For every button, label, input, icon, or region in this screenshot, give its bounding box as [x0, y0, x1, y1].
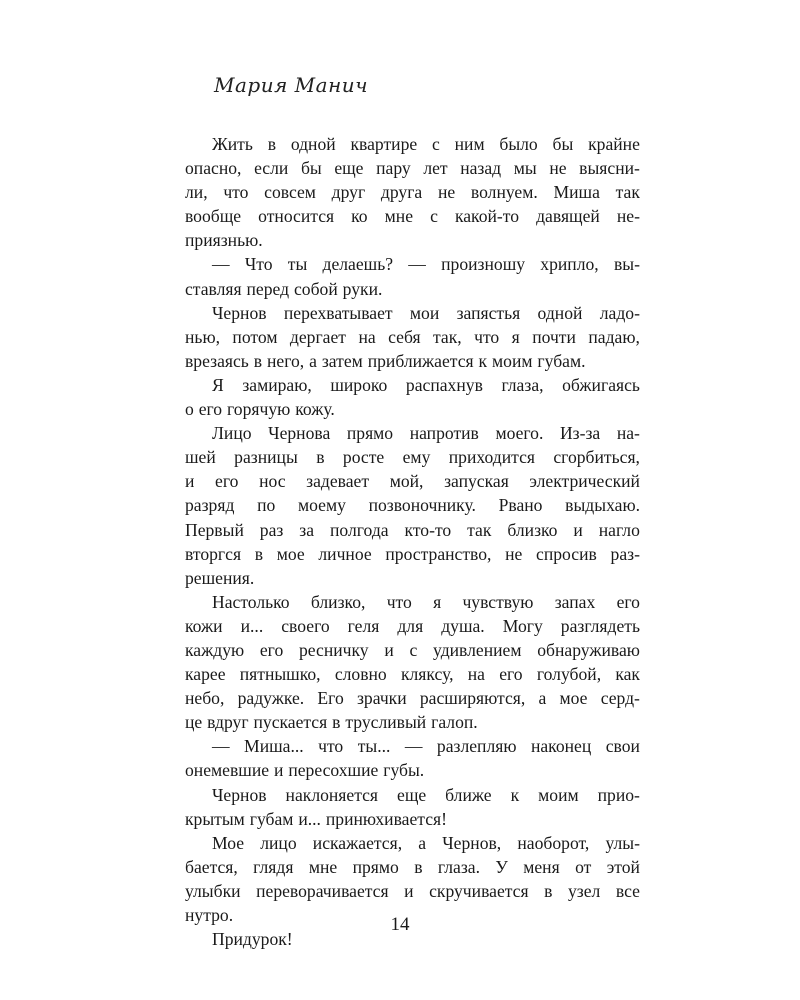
text-line: и его нос задевает мой, запуская электрический — [185, 471, 640, 492]
text-line: решения. — [185, 567, 255, 588]
page-number: 14 — [390, 914, 410, 935]
text-line: Чернов перехватывает мои запястья одной ладо- — [212, 302, 640, 323]
text-line: каждую его ресничку и с удивлением обнаруживаю — [185, 639, 640, 660]
text-line: нутро. — [185, 905, 234, 925]
text-line: Настолько близко, что я чувствую запах его — [212, 591, 640, 612]
text-line: бается, глядя мне прямо в глаза. У меня от этой — [185, 856, 640, 877]
text-line: ставляя перед собой руки. — [185, 278, 383, 299]
text-line: Лицо Чернова прямо напротив моего. Из-за на- — [212, 423, 640, 444]
text-line: Первый раз за полгода кто-то так близко и нагло — [185, 519, 640, 540]
text-line: небо, радужке. Его зрачки расширяются, а мое серд- — [185, 688, 640, 709]
text-line: Придурок! — [212, 929, 293, 950]
text-line: — Что ты делаешь? — произношу хрипло, вы- — [212, 254, 640, 275]
text-line: врезаясь в него, а затем приближается к моим губам. — [185, 350, 586, 371]
page-body-text — [185, 132, 640, 951]
text-line: вторгся в мое личное пространство, не спросив раз- — [185, 543, 640, 564]
text-line: улыбки переворачивается и скручивается в узел все — [185, 880, 640, 901]
text-line: крытым губам и... принюхивается! — [185, 808, 447, 829]
text-line: Мое лицо искажается, а Чернов, наоборот, улы- — [212, 832, 640, 853]
text-line: о его горячую кожу. — [185, 399, 335, 420]
running-header-author: Мария Манич — [214, 73, 369, 97]
text-line: разряд по моему позвоночнику. Рвано выдыхаю. — [185, 495, 640, 516]
text-line: ли, что совсем друг друга не волнуем. Миша так — [185, 182, 640, 203]
text-line: кожи и... своего геля для душа. Могу разглядеть — [185, 615, 640, 636]
text-line: онемевшие и пересохшие губы. — [185, 760, 425, 781]
text-line: приязнью. — [185, 230, 263, 251]
text-line: Я замираю, широко распахнув глаза, обжигаясь — [212, 374, 640, 395]
text-line: шей разницы в росте ему приходится сгорбиться, — [185, 447, 640, 468]
text-line: вообще относится ко мне с какой-то давящей не- — [185, 206, 640, 227]
text-line: — Миша... что ты... — разлепляю наконец свои — [212, 736, 640, 757]
text-line: Жить в одной квартире с ним было бы крайне — [212, 134, 640, 154]
text-line: опасно, если бы еще пару лет назад мы не выясни- — [185, 158, 640, 179]
text-line: це вдруг пускается в трусливый галоп. — [185, 712, 478, 733]
text-line: нью, потом дергает на себя так, что я почти падаю, — [185, 326, 640, 347]
text-line: карее пятнышко, словно кляксу, на его голубой, как — [185, 664, 640, 685]
text-line: Чернов наклоняется еще ближе к моим прио- — [212, 784, 640, 805]
